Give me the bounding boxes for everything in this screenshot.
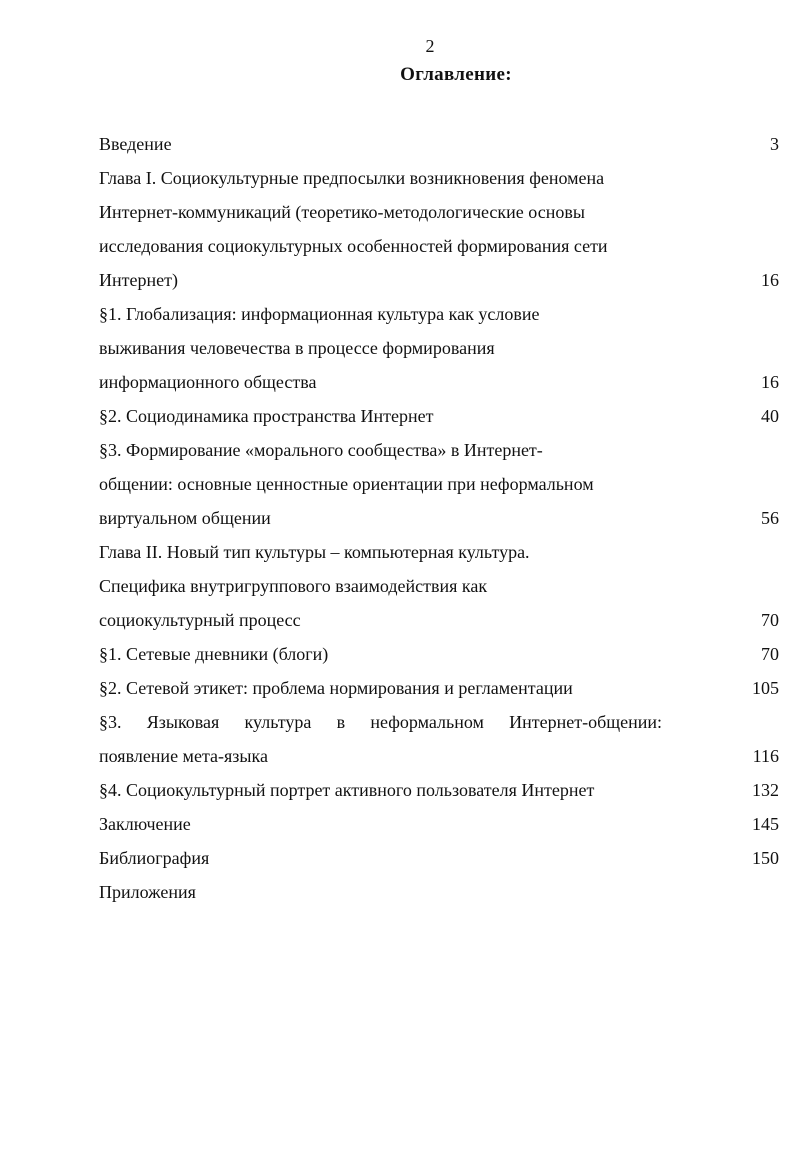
toc-entry-chapter-1: [99, 164, 781, 300]
toc-entry-text: виртуальном общении: [99, 508, 271, 528]
toc-page-ref: 150: [752, 848, 779, 868]
toc-entry-text: общении: основные ценностные ориентации при неформальном: [99, 474, 594, 494]
toc-page-ref: 16: [761, 372, 779, 392]
toc-entry-text: §4. Социокультурный портрет активного пользователя Интернет: [99, 780, 595, 800]
toc-page-ref: 70: [761, 644, 779, 664]
toc-entry-text: социокультурный процесс: [99, 610, 301, 630]
toc-entry-bibliography: [99, 844, 781, 878]
toc-entry-ch1-section-1: [99, 300, 781, 402]
toc-page-ref: 145: [752, 814, 779, 834]
toc-entry-chapter-2: [99, 538, 781, 640]
toc-entry-appendices: [99, 878, 781, 912]
toc-page-ref: 3: [770, 134, 779, 154]
toc-entry-ch2-section-2: [99, 674, 781, 708]
toc-entry-ch2-section-1: [99, 640, 781, 674]
toc-entry-text: §3. Языковая культура в неформальном Интернет-общении:: [99, 712, 662, 732]
toc-entry-text: исследования социокультурных особенностей формирования сети: [99, 236, 608, 256]
page-title: Оглавление:: [400, 64, 512, 85]
toc-entry-ch1-section-3: [99, 436, 781, 538]
toc-entry-text: §1. Глобализация: информационная культура как условие: [99, 304, 540, 324]
toc-entry-text: Специфика внутригруппового взаимодействия как: [99, 576, 488, 596]
toc-entry-text: выживания человечества в процессе формирования: [99, 338, 495, 358]
toc-page-ref: 40: [761, 406, 779, 426]
toc-page-ref: 116: [752, 746, 779, 766]
toc-entry-text: Библиография: [99, 848, 210, 868]
toc-entry-intro: [99, 130, 781, 164]
toc-entry-ch1-section-2: [99, 402, 781, 436]
toc-entry-text: §2. Сетевой этикет: проблема нормирования и регламентации: [99, 678, 573, 698]
toc-entry-text: Глава II. Новый тип культуры – компьютерная культура.: [99, 542, 530, 562]
table-of-contents: [99, 130, 781, 912]
toc-entry-text: §2. Социодинамика пространства Интернет: [99, 406, 434, 426]
toc-page-ref: 105: [752, 678, 779, 698]
toc-entry-ch2-section-4: [99, 776, 781, 810]
toc-entry-text: Интернет-коммуникаций (теоретико-методологические основы: [99, 202, 585, 222]
toc-entry-text: Приложения: [99, 882, 196, 902]
toc-entry-text: Интернет): [99, 270, 178, 290]
page-number: 2: [425, 36, 435, 56]
toc-entry-text: Глава I. Социокультурные предпосылки возникновения феномена: [99, 168, 605, 188]
toc-entry-text: Введение: [99, 134, 172, 154]
toc-entry-text: Заключение: [99, 814, 191, 834]
toc-entry-text: §1. Сетевые дневники (блоги): [99, 644, 329, 664]
toc-entry-ch2-section-3: [99, 708, 781, 776]
toc-entry-text: информационного общества: [99, 372, 317, 392]
toc-page-ref: 56: [761, 508, 779, 528]
toc-page-ref: 132: [752, 780, 779, 800]
toc-entry-text: появление мета-языка: [99, 746, 268, 766]
toc-page-ref: 16: [761, 270, 779, 290]
toc-entry-text: §3. Формирование «морального сообщества» в Интернет-: [99, 440, 543, 460]
toc-page-ref: 70: [761, 610, 779, 630]
toc-entry-conclusion: [99, 810, 781, 844]
